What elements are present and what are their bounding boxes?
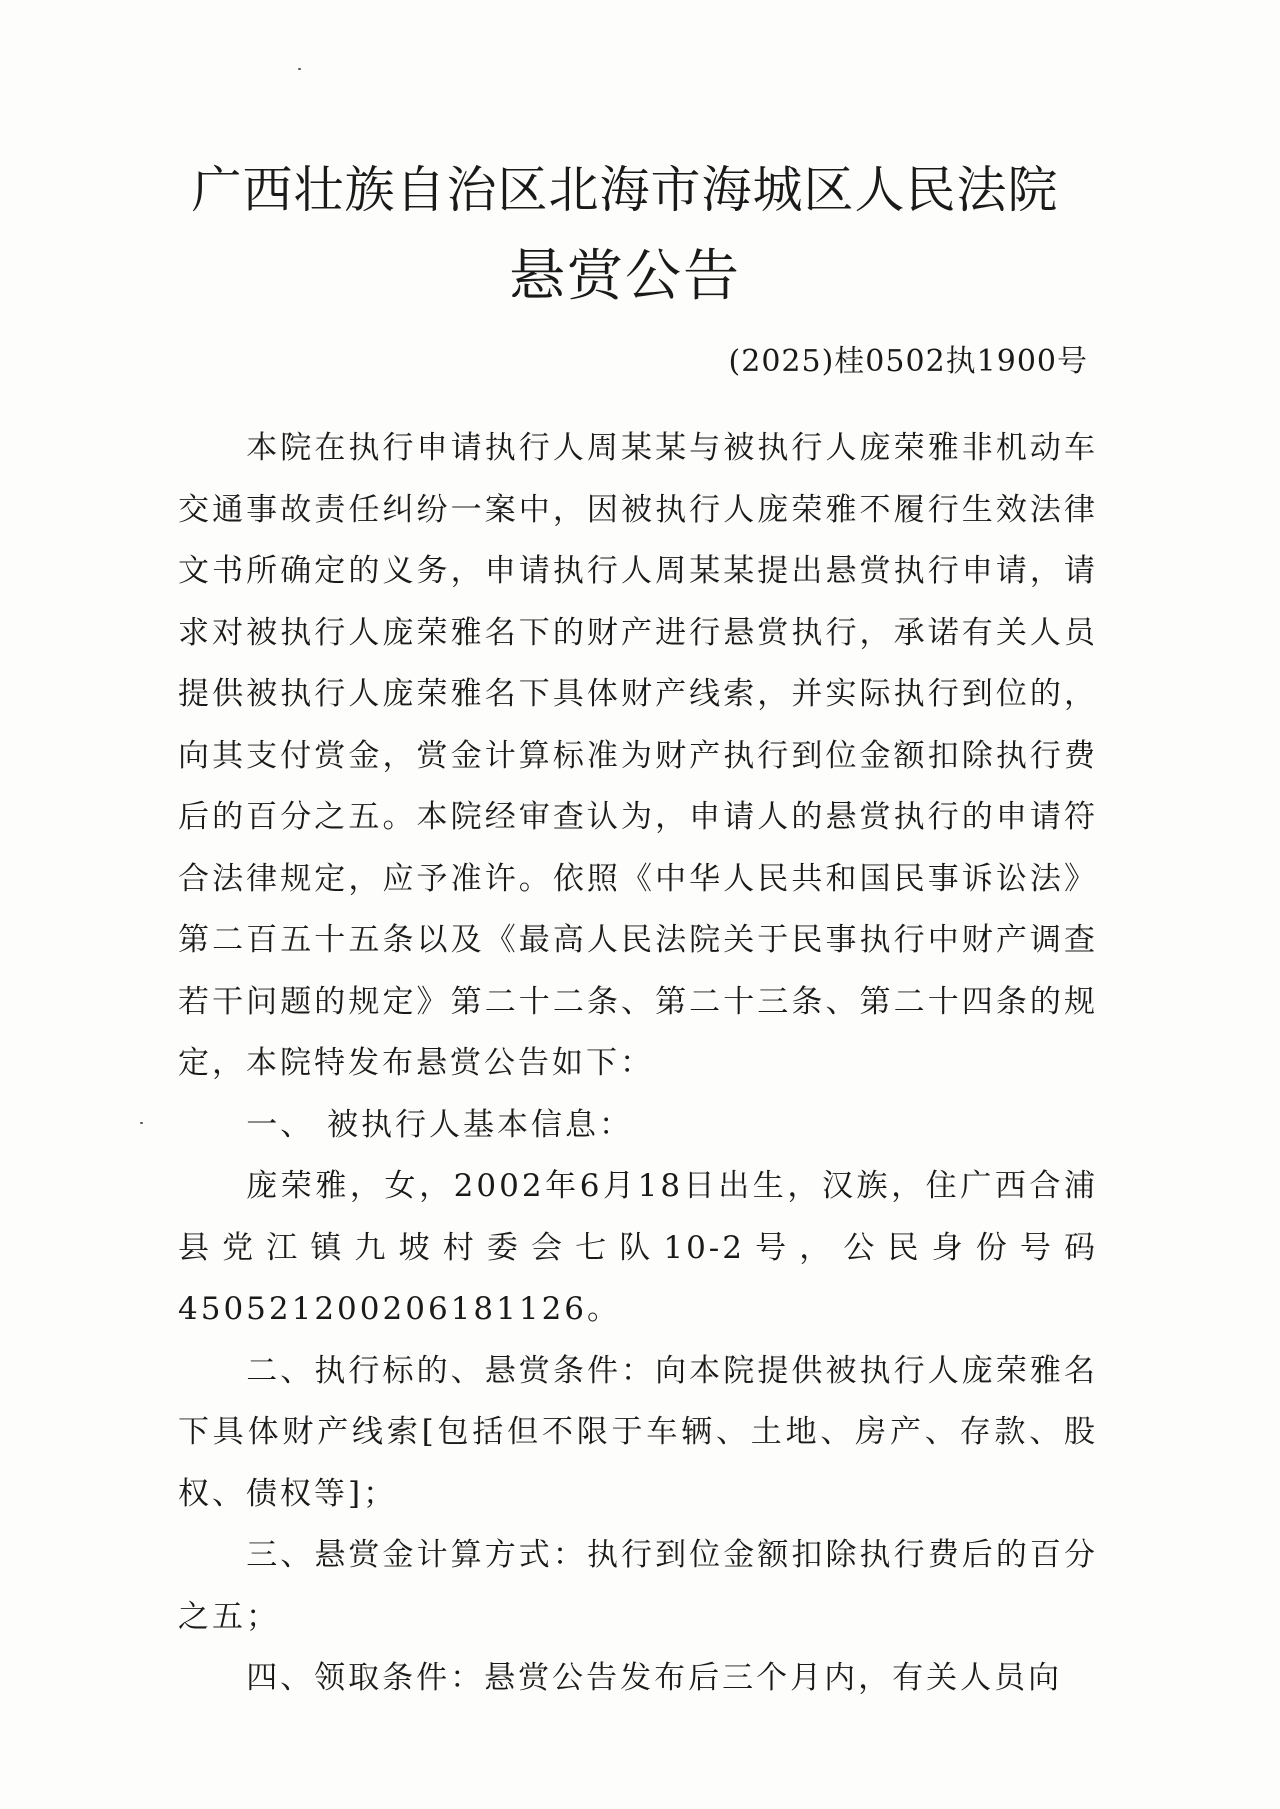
paragraph-intro: 本院在执行申请执行人周某某与被执行人庞荣雅非机动车交通事故责任纠纷一案中，因被执行人庞荣雅不履行生效法律文书所确定的义务，申请执行人周某某提出悬赏执行申请，请求对被执行人庞荣雅名下的财产进行悬赏执行，承诺有关人员提供被执行人庞荣雅名下具体财产线索，并实际执行到位的，向其支付赏金，赏金计算标准为财产执行到位金额扣除执行费后的百分之五。本院经审查认为，申请人的悬赏执行的申请符合法律规定，应予准许。依照《中华人民共和国民事诉讼法》第二百五十五条以及《最高人民法院关于民事执行中财产调查若干问题的规定》第二十二条、第二十三条、第二十四条的规定，本院特发布悬赏公告如下： [178, 430, 1098, 1081]
paragraph-section-2: 二、执行标的、悬赏条件：向本院提供被执行人庞荣雅名下具体财产线索[包括但不限于车辆、土地、房产、存款、股权、债权等]； [178, 1352, 1098, 1512]
paragraph-section-1-heading: 一、 被执行人基本信息： [246, 1106, 634, 1143]
paragraph-section-4: 四、领取条件：悬赏公告发布后三个月内，有关人员向 [246, 1660, 1063, 1696]
scan-speck [140, 1122, 143, 1124]
court-name-heading: 广西壮族自治区北海市海城区人民法院 [191, 161, 1059, 219]
document-title: 悬赏公告 [509, 244, 741, 309]
scan-speck [298, 68, 301, 70]
paragraph-section-3: 三、悬赏金计算方式：执行到位金额扣除执行费后的百分之五； [178, 1537, 1098, 1635]
case-number: (2025)桂0502执1900号 [728, 344, 1088, 379]
paragraph-debtor-info: 庞荣雅，女，2002年6月18日出生，汉族，住广西合浦县党江镇九坡村委会七队10-2号，公民身份号码450521200206181126。 [178, 1168, 1098, 1327]
document-body [178, 418, 1098, 1710]
